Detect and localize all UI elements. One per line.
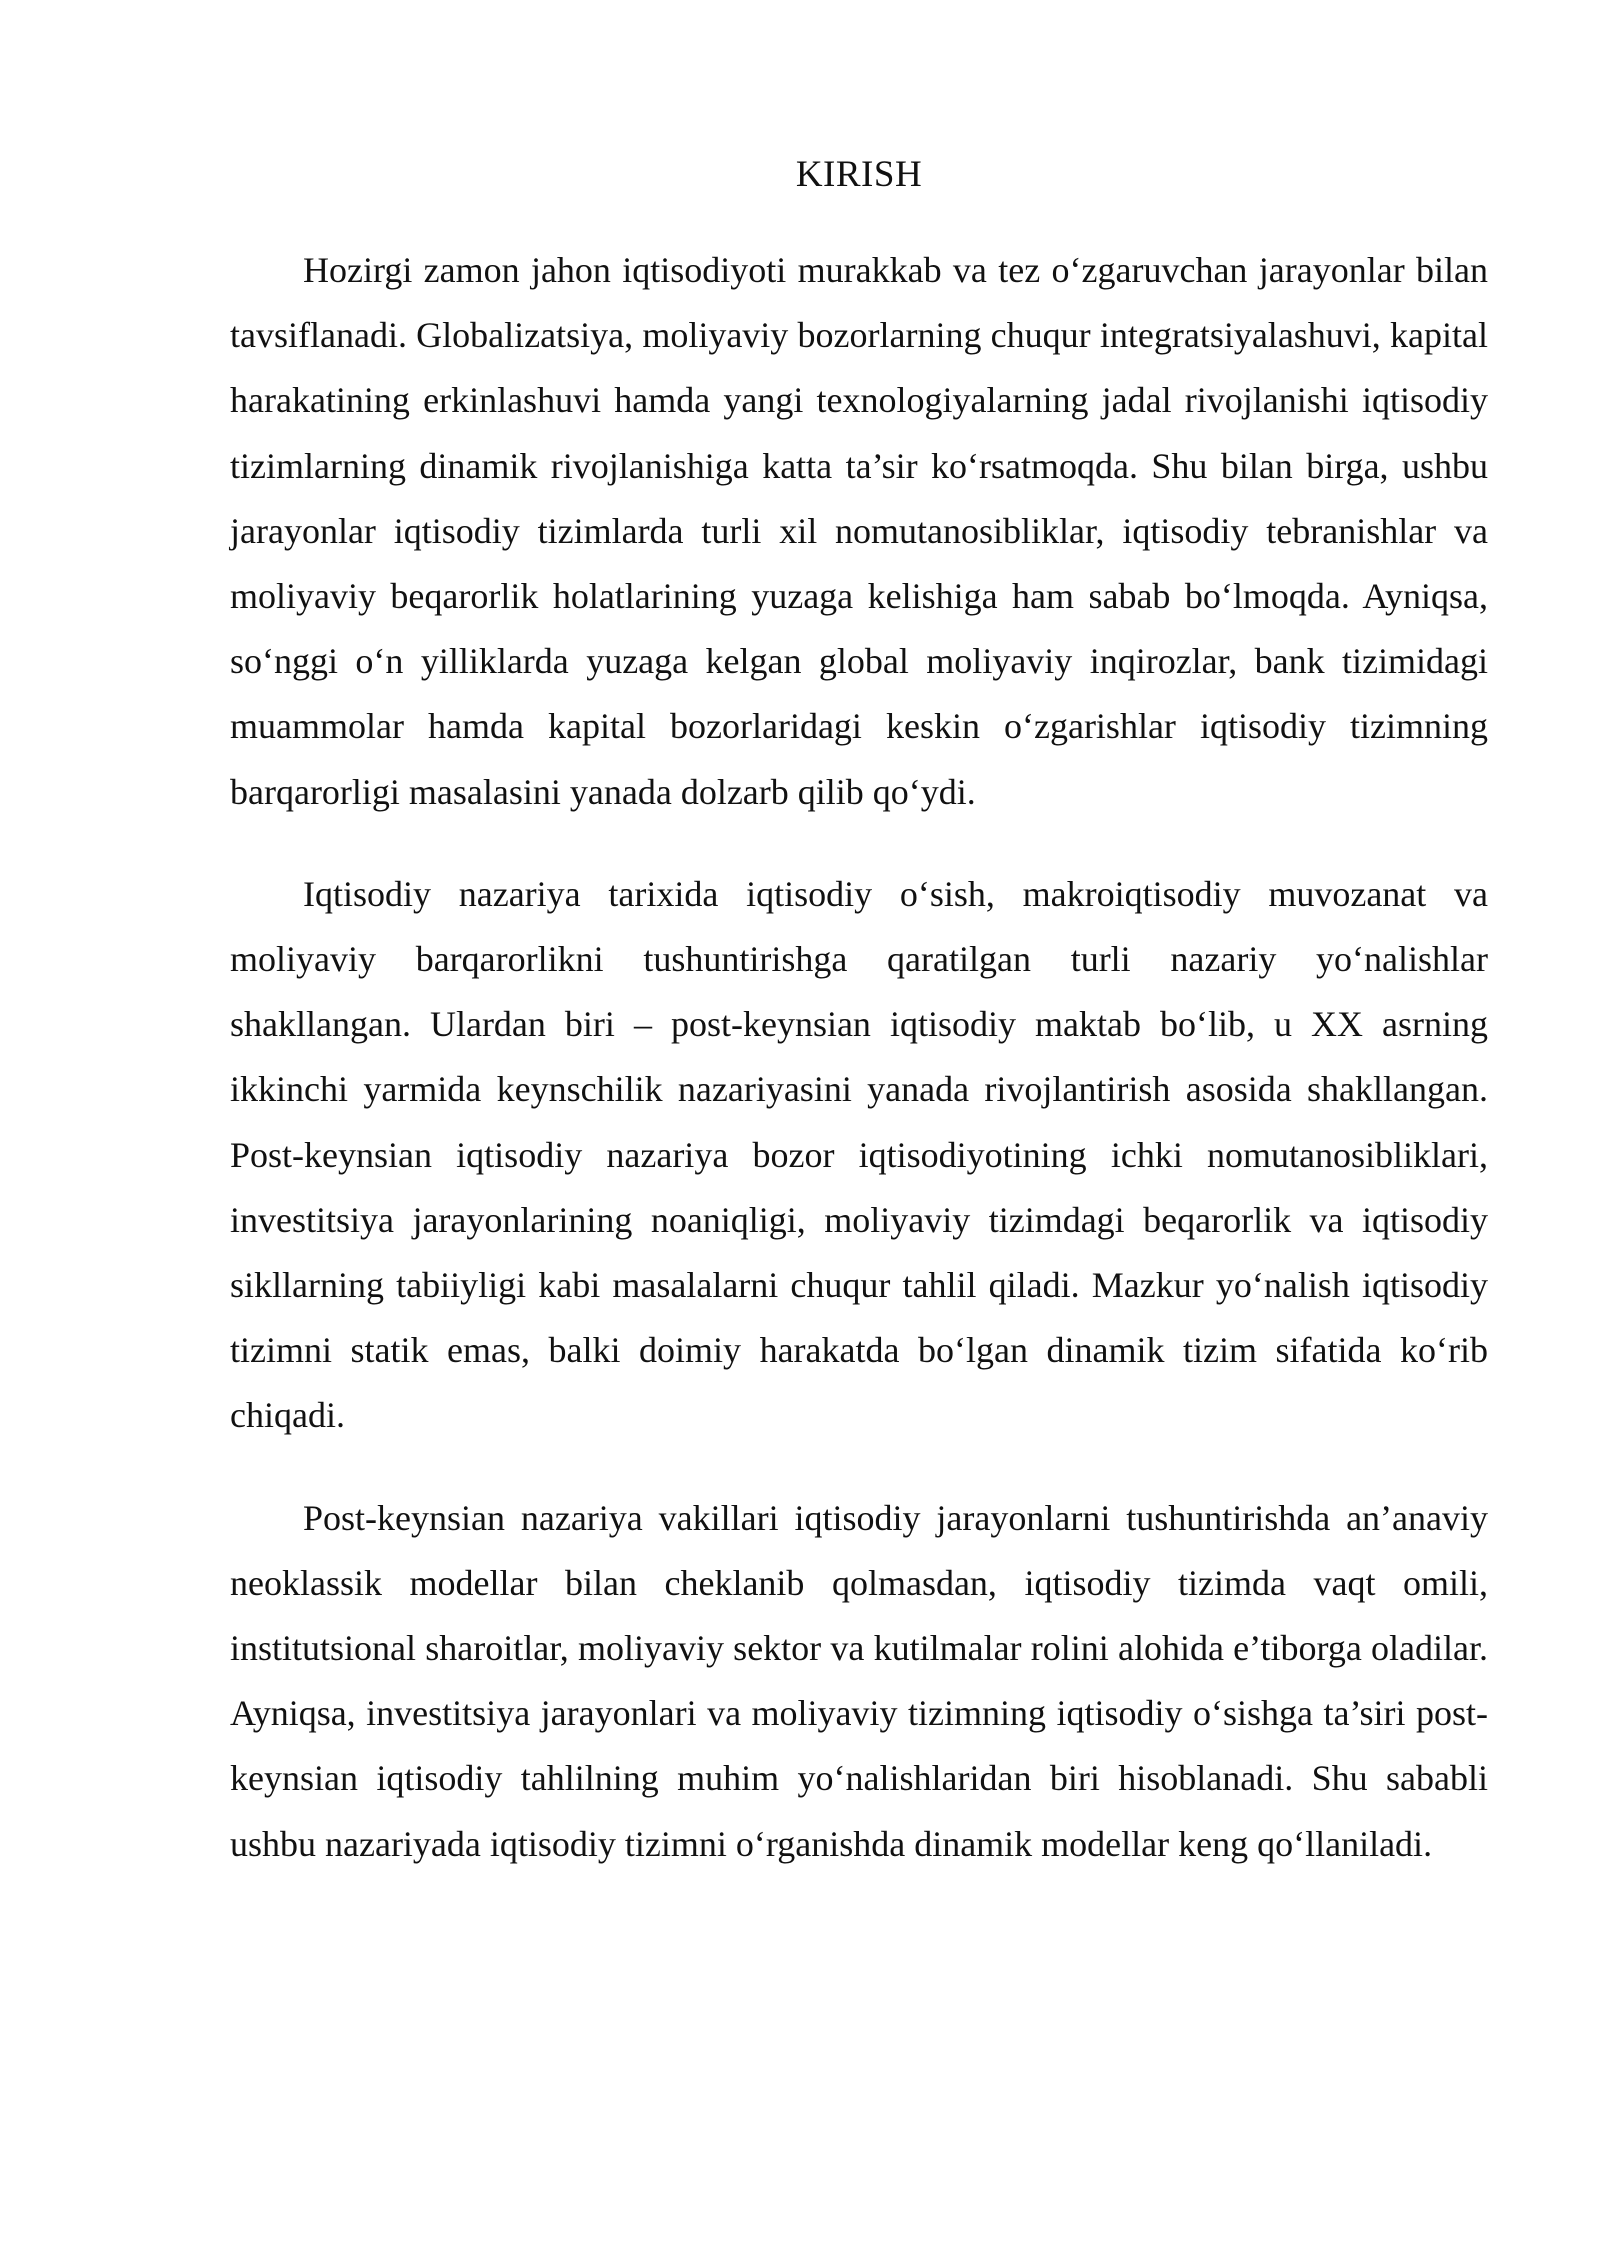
paragraph-3: Post-keynsian nazariya vakillari iqtisodiy jarayonlarni tushuntirishda an’anaviy neoklassik modellar bilan cheklanib qolmasdan, iqtisodiy tizimda vaqt omili, institutsional sharoitlar, moliyaviy sektor va kutilmalar rolini alohida e’tiborga oladilar. Ayniqsa, investitsiya jarayonlari va moliyaviy tizimning iqtisodiy o‘sishga ta’siri post-keynsian iqtisodiy tahlilning muhim yo‘nalishlaridan biri hisoblanadi. Shu sababli ushbu nazariyada iqtisodiy tizimni o‘rganishda dinamik modellar keng qo‘llaniladi. <box>230 1497 1488 1864</box>
paragraph-2: Iqtisodiy nazariya tarixida iqtisodiy o‘sish, makroiqtisodiy muvozanat va moliyaviy barqarorlikni tushuntirishga qaratilgan turli nazariy yo‘nalishlar shakllangan. Ulardan biri – post-keynsian iqtisodiy maktab bo‘lib, u XX asrning ikkinchi yarmida keynschilik nazariyasini yanada rivojlantirish asosida shakllangan. Post-keynsian iqtisodiy nazariya bozor iqtisodiyotining ichki nomutanosibliklari, investitsiya jarayonlarining noaniqligi, moliyaviy tizimdagi beqarorlik va iqtisodiy sikllarning tabiiyligi kabi masalalarni chuqur tahlil qiladi. Mazkur yo‘nalish iqtisodiy tizimni statik emas, balki doimiy harakatda bo‘lgan dinamik tizim sifatida ko‘rib chiqadi. <box>230 873 1488 1436</box>
document-body <box>230 150 1488 1914</box>
section-heading: KIRISH <box>795 154 923 195</box>
paragraph-1: Hozirgi zamon jahon iqtisodiyoti murakkab va tez o‘zgaruvchan jarayonlar bilan tavsiflanadi. Globalizatsiya, moliyaviy bozorlarning chuqur integratsiyalashuvi, kapital harakatining erkinlashuvi hamda yangi texnologiyalarning jadal rivojlanishi iqtisodiy tizimlarning dinamik rivojlanishiga katta ta’sir ko‘rsatmoqda. Shu bilan birga, ushbu jarayonlar iqtisodiy tizimlarda turli xil nomutanosibliklar, iqtisodiy tebranishlar va moliyaviy beqarorlik holatlarining yuzaga kelishiga ham sabab bo‘lmoqda. Ayniqsa, so‘nggi o‘n yilliklarda yuzaga kelgan global moliyaviy inqirozlar, bank tizimidagi muammolar hamda kapital bozorlaridagi keskin o‘zgarishlar iqtisodiy tizimning barqarorligi masalasini yanada dolzarb qilib qo‘ydi. <box>230 250 1488 812</box>
